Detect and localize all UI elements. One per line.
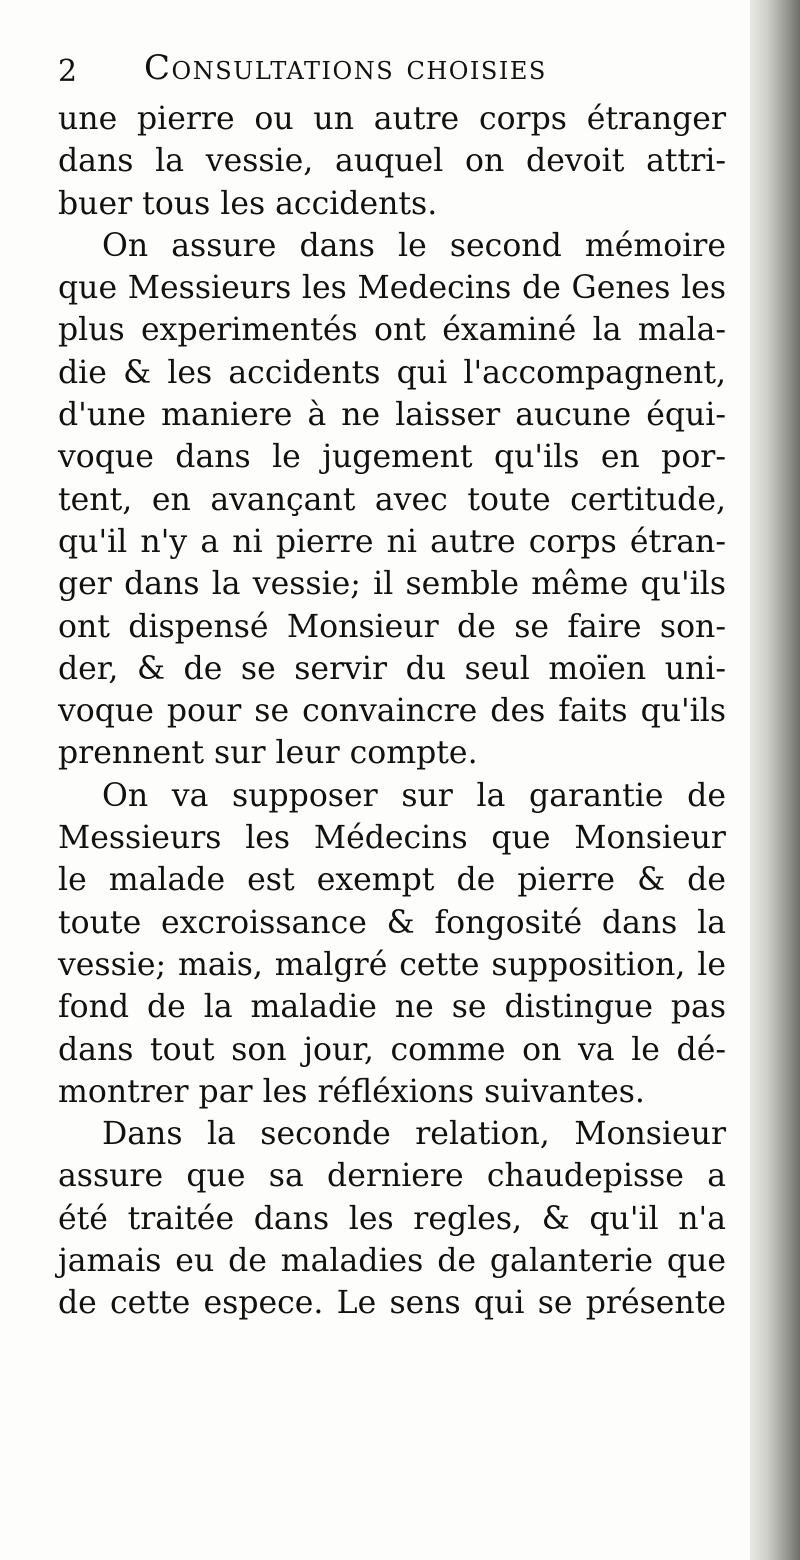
text-line: jamais eu de maladies de galanterie que xyxy=(58,1243,726,1280)
binding-shadow xyxy=(750,0,800,1560)
text-line: ger dans la vessie; il semble même qu'ils xyxy=(58,566,726,603)
text-line: tent, en avançant avec toute certitude, xyxy=(58,481,726,518)
text-line: une pierre ou un autre corps étranger xyxy=(58,101,726,137)
text-line: assure que sa derniere chaudepisse a xyxy=(58,1158,726,1195)
text-line: de cette espece. Le sens qui se présente xyxy=(58,1285,726,1322)
page-number: 2 xyxy=(58,54,78,89)
running-head: Consultations choisies xyxy=(144,48,547,88)
text-line: d'une maniere à ne laisser aucune équi- xyxy=(58,397,726,434)
text-line: prennent sur leur compte. xyxy=(58,735,478,772)
text-line: dans la vessie, auquel on devoit attri- xyxy=(58,143,726,180)
text-line: qu'il n'y a ni pierre ni autre corps étran- xyxy=(58,523,726,560)
text-line: dans tout son jour, comme on va le dé- xyxy=(58,1031,726,1068)
page-header xyxy=(58,48,748,98)
text-line: On va supposer sur la garantie de xyxy=(102,777,726,814)
text-line: que Messieurs les Medecins de Genes les xyxy=(58,270,726,307)
text-line: voque dans le jugement qu'ils en por- xyxy=(58,439,726,476)
text-line: buer tous les accidents. xyxy=(58,185,438,222)
text-line: fond de la maladie ne se distingue pas xyxy=(58,989,726,1026)
text-line: Dans la seconde relation, Monsieur xyxy=(102,1116,726,1153)
text-line: plus experimentés ont éxaminé la mala- xyxy=(58,312,726,349)
body-text xyxy=(58,98,726,1325)
text-line: toute excroissance & fongosité dans la xyxy=(58,904,726,941)
text-line: die & les accidents qui l'accompagnent, xyxy=(58,354,726,391)
text-line: vessie; mais, malgré cette supposition, le xyxy=(58,946,726,983)
text-line: ont dispensé Monsieur de se faire son- xyxy=(58,608,726,645)
text-line: été traitée dans les regles, & qu'il n'a xyxy=(58,1200,726,1237)
text-line: Messieurs les Médecins que Monsieur xyxy=(58,820,726,857)
text-line: montrer par les réfléxions suivantes. xyxy=(58,1073,645,1110)
text-line: der, & de se servir du seul moïen uni- xyxy=(58,650,726,687)
text-line: le malade est exempt de pierre & de xyxy=(58,862,726,899)
text-line: voque pour se convaincre des faits qu'ils xyxy=(58,693,726,730)
text-line: On assure dans le second mémoire xyxy=(102,227,726,264)
